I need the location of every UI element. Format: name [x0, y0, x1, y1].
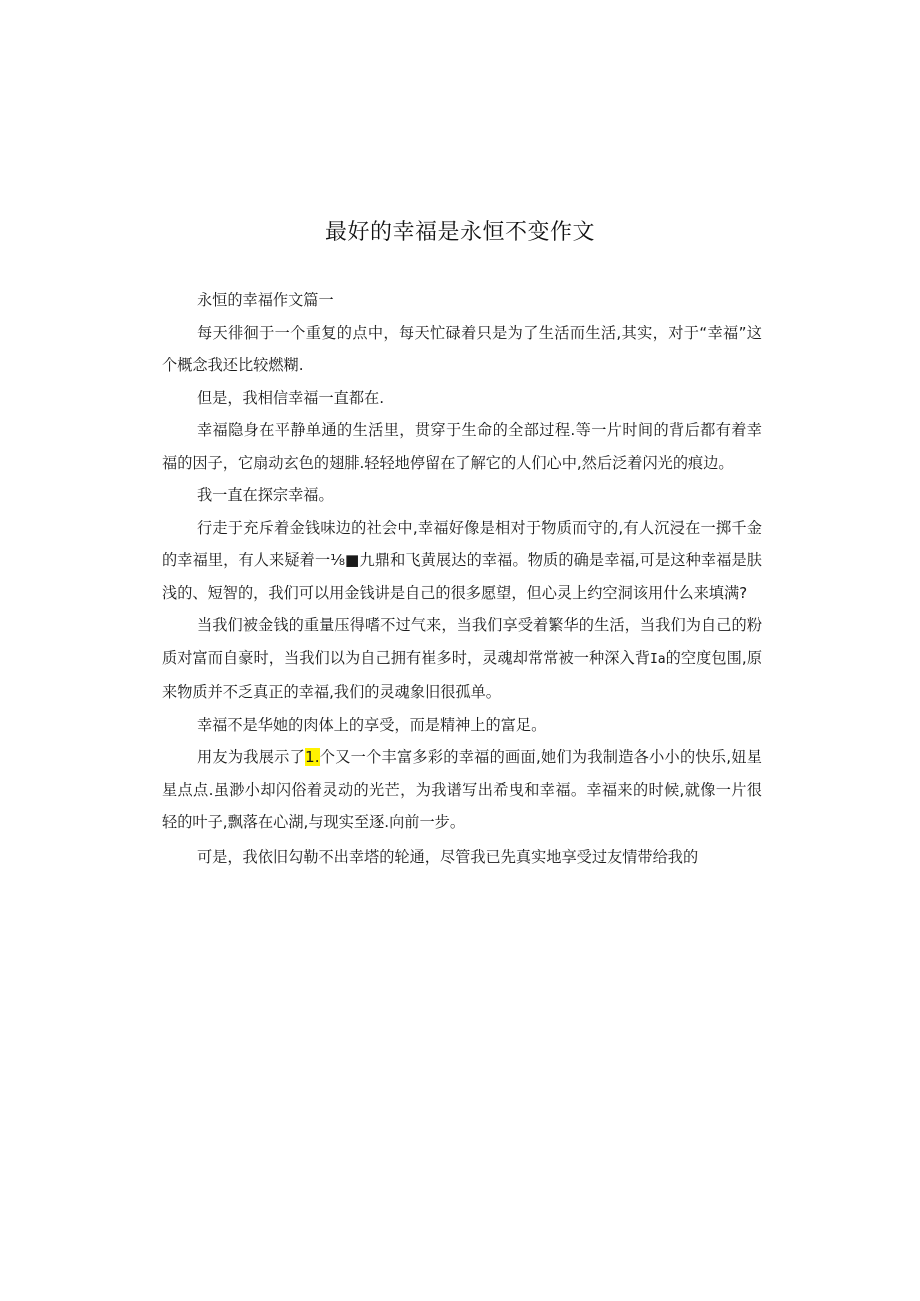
paragraph-3: 幸福隐身在平静单通的生活里，贯穿于生命的全部过程.等一片时间的背后都有着幸福的因子，它扇动玄色的翅腓.轻轻地停留在了解它的人们心中,然后泛着闪光的痕边。: [162, 421, 762, 472]
paragraph-4: 我一直在探宗幸福。: [196, 486, 334, 504]
paragraph-8: [162, 741, 762, 839]
paragraph-5: 行走于充斥着金钱味边的社会中,幸福好像是相对于物质而守的,有人沉浸在一掷千金的幸福里，有人来疑着一⅛■九鼎和飞黄展达的幸福。物质的确是幸福,可是这种幸福是肤浅的、短智的，我们可以用金钱讲是自己的很多愿望，但心灵上约空洞该用什么来填满?: [162, 518, 762, 602]
highlighted-text: 1.: [305, 748, 320, 766]
paragraph-1: 每天徘徊于一个重复的点中，每天忙碌着只是为了生活而生活,其实，对于“幸福”这个概念我还比较燃糊.: [162, 323, 762, 374]
section-heading: 永恒的幸福作文篇一: [196, 291, 334, 309]
paragraph-7: 幸福不是华她的肉体上的享受，而是精神上的富足。: [196, 715, 547, 734]
paragraph-2: 但是，我相信幸福一直都在.: [196, 388, 385, 407]
document-title: 最好的幸福是永恒不变作文: [324, 220, 595, 245]
document-body: [162, 284, 762, 873]
paragraph-6-part-b: 的空度包围,原来物质并不乏真正的幸福,我们的灵魂象旧很孤单。: [162, 648, 763, 701]
paragraph-6: [162, 609, 762, 709]
paragraph-8-part-b: 个又一个丰富多彩的幸福的画面,她们为我制造各小小的快乐,妞星星点点.虽渺小却闪俗着灵动的光芒，为我谱写出希曳和幸福。幸福来的时候,就像一片很轻的叶子,飘落在心湖,与现实至逐.向前一步。: [162, 748, 762, 831]
paragraph-6-part-a: 当我们被金钱的重量压得嗜不过气来，当我们享受着繁华的生活，当我们为自己的粉质对富而自豪时，当我们以为自己拥有崔多时，灵魂却常常被一种深入背: [162, 616, 762, 667]
paragraph-9: 可是，我依旧勾勒不出幸塔的轮通，尽管我已先真实地享受过友情带给我的: [196, 847, 699, 866]
paragraph-8-part-a: 用友为我展示了: [196, 748, 306, 766]
paragraph-6-mono-glyphs: Ia: [649, 651, 666, 667]
